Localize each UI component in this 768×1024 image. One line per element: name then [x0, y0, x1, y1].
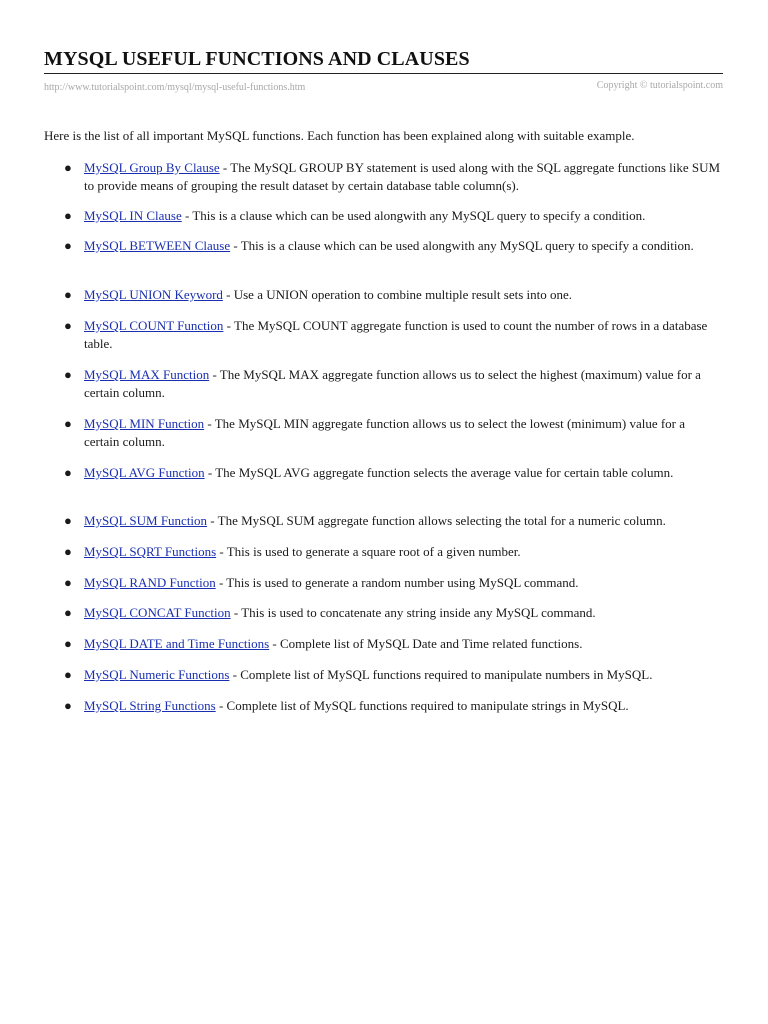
function-link[interactable]: MySQL CONCAT Function: [84, 605, 231, 620]
list-item: [44, 159, 723, 194]
list-item: [44, 317, 723, 352]
list-item: [44, 286, 723, 304]
bullet-icon: ●: [64, 416, 72, 431]
bullet-icon: ●: [64, 318, 72, 333]
function-description: - The MySQL COUNT aggregate function is used to count the number of rows in a database table.: [84, 318, 708, 351]
list-item: [44, 543, 723, 561]
bullet-icon: ●: [64, 667, 72, 682]
list-item: [44, 697, 723, 715]
function-description: - The MySQL GROUP BY statement is used along with the SQL aggregate functions like SUM to provide means of grouping the result dataset by certain database table column(s).: [84, 160, 721, 193]
function-description: - This is used to generate a random number using MySQL command.: [215, 575, 579, 590]
bullet-icon: ●: [64, 367, 72, 382]
function-description: - Complete list of MySQL functions required to manipulate numbers in MySQL.: [229, 667, 653, 682]
function-link[interactable]: MySQL UNION Keyword: [84, 287, 223, 302]
page-meta: [44, 74, 723, 98]
bullet-icon: ●: [64, 208, 72, 223]
bullet-icon: ●: [64, 513, 72, 528]
function-description: - The MySQL MAX aggregate function allows us to select the highest (maximum) value for a certain column.: [84, 367, 701, 400]
document-page: [44, 0, 723, 713]
function-link[interactable]: MySQL Group By Clause: [84, 160, 220, 175]
list-item: [44, 207, 723, 225]
function-link[interactable]: MySQL AVG Function: [84, 465, 205, 480]
bullet-icon: ●: [64, 287, 72, 302]
bullet-icon: ●: [64, 575, 72, 590]
bullet-icon: ●: [64, 465, 72, 480]
function-link[interactable]: MySQL SUM Function: [84, 513, 208, 528]
list-item: [44, 415, 723, 450]
page-title: MYSQL USEFUL FUNCTIONS AND CLAUSES: [44, 48, 470, 70]
function-description: - The MySQL AVG aggregate function selects the average value for certain table column.: [204, 465, 674, 480]
list-item: [44, 666, 723, 684]
copyright-notice: Copyright © tutorialspoint.com: [596, 80, 723, 91]
list-item: [44, 464, 723, 482]
function-link[interactable]: MySQL MIN Function: [84, 416, 205, 431]
function-link[interactable]: MySQL IN Clause: [84, 208, 182, 223]
bullet-icon: ●: [64, 698, 72, 713]
bullet-icon: ●: [64, 544, 72, 559]
list-item: [44, 366, 723, 401]
list-item: [44, 574, 723, 592]
function-description: - The MySQL MIN aggregate function allows us to select the lowest (minimum) value for a certain column.: [84, 416, 686, 449]
function-description: - This is a clause which can be used alongwith any MySQL query to specify a condition.: [230, 238, 694, 253]
bullet-icon: ●: [64, 605, 72, 620]
function-link[interactable]: MySQL RAND Function: [84, 575, 216, 590]
function-link[interactable]: MySQL SQRT Functions: [84, 544, 217, 559]
function-link[interactable]: MySQL MAX Function: [84, 367, 210, 382]
function-description: - Use a UNION operation to combine multiple result sets into one.: [222, 287, 573, 302]
bullet-icon: ●: [64, 636, 72, 651]
function-link[interactable]: MySQL Numeric Functions: [84, 667, 230, 682]
function-link[interactable]: MySQL COUNT Function: [84, 318, 224, 333]
function-link[interactable]: MySQL DATE and Time Functions: [84, 636, 270, 651]
function-description: - This is used to generate a square root of a given number.: [216, 544, 521, 559]
bullet-icon: ●: [64, 238, 72, 253]
list-item: [44, 635, 723, 653]
list-item: [44, 237, 723, 255]
function-description: - This is a clause which can be used alongwith any MySQL query to specify a condition.: [181, 208, 646, 223]
source-url: http://www.tutorialspoint.com/mysql/mysql-useful-functions.htm: [44, 82, 306, 93]
list-item: [44, 512, 723, 530]
function-description: - Complete list of MySQL Date and Time related functions.: [269, 636, 583, 651]
intro-paragraph: Here is the list of all important MySQL functions. Each function has been explained along with suitable example.: [44, 128, 635, 143]
bullet-icon: ●: [64, 160, 72, 175]
function-link[interactable]: MySQL BETWEEN Clause: [84, 238, 231, 253]
function-description: - This is used to concatenate any string inside any MySQL command.: [230, 605, 596, 620]
function-description: - The MySQL SUM aggregate function allows selecting the total for a numeric column.: [207, 513, 666, 528]
list-item: [44, 604, 723, 622]
function-link[interactable]: MySQL String Functions: [84, 698, 216, 713]
function-description: - Complete list of MySQL functions required to manipulate strings in MySQL.: [215, 698, 629, 713]
